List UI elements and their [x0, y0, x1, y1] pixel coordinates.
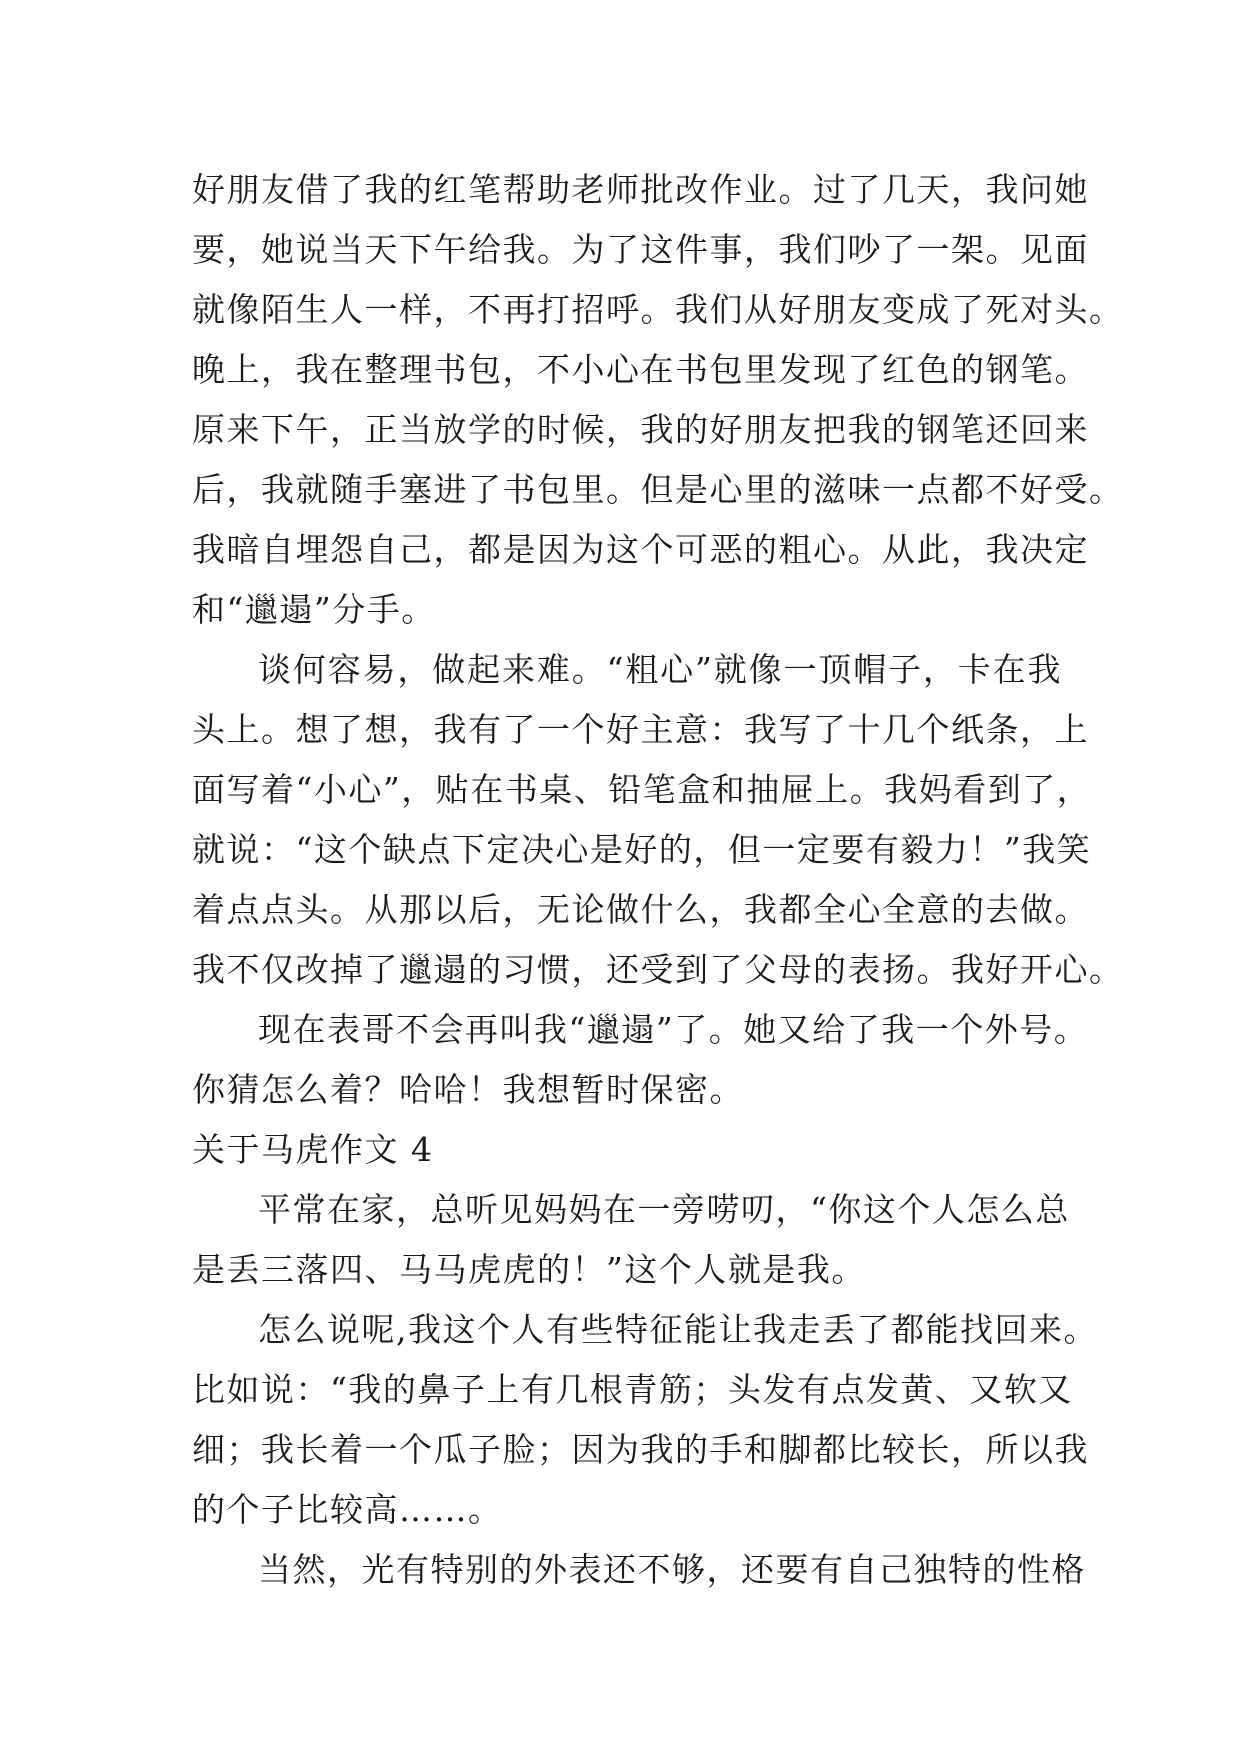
text-line: 比如说：“我的鼻子上有几根青筋；头发有点发黄、又软又 — [192, 1370, 1073, 1409]
section-heading: 关于马虎作文 4 — [192, 1130, 434, 1169]
text-line: 要，她说当天下午给我。为了这件事，我们吵了一架。见面 — [192, 230, 1089, 269]
paragraph-first-line: 当然，光有特别的外表还不够，还要有自己独特的性格 — [258, 1550, 1086, 1589]
text-line: 我不仅改掉了邋遢的习惯，还受到了父母的表扬。我好开心。 — [192, 950, 1124, 989]
text-line: 好朋友借了我的红笔帮助老师批改作业。过了几天，我问她 — [192, 170, 1089, 209]
paragraph-first-line: 现在表哥不会再叫我“邋遢”了。她又给了我一个外号。 — [258, 1010, 1089, 1049]
paragraph-first-line: 怎么说呢,我这个人有些特征能让我走丢了都能找回来。 — [258, 1310, 1098, 1349]
document-page — [192, 160, 1124, 1600]
text-line: 着点点头。从那以后，无论做什么，我都全心全意的去做。 — [192, 890, 1089, 929]
text-line: 头上。想了想，我有了一个好主意：我写了十几个纸条，上 — [192, 710, 1089, 749]
text-line: 面写着“小心”，贴在书桌、铅笔盒和抽屉上。我妈看到了， — [192, 770, 1092, 809]
text-line: 你猜怎么着？哈哈！我想暂时保密。 — [192, 1070, 744, 1109]
text-line: 细；我长着一个瓜子脸；因为我的手和脚都比较长，所以我 — [192, 1430, 1089, 1469]
text-line: 我暗自埋怨自己，都是因为这个可恶的粗心。从此，我决定 — [192, 530, 1089, 569]
text-line: 和“邋遢”分手。 — [192, 590, 436, 629]
text-line: 就说：“这个缺点下定决心是好的，但一定要有毅力！”我笑 — [192, 830, 1092, 869]
paragraph-first-line: 谈何容易，做起来难。“粗心”就像一顶帽子，卡在我 — [258, 650, 1062, 689]
text-line: 就像陌生人一样，不再打招呼。我们从好朋友变成了死对头。 — [192, 290, 1124, 329]
text-line: 晚上，我在整理书包，不小心在书包里发现了红色的钢笔。 — [192, 350, 1089, 389]
text-line: 的个子比较高……。 — [192, 1490, 503, 1529]
text-line: 后，我就随手塞进了书包里。但是心里的滋味一点都不好受。 — [192, 470, 1124, 509]
paragraph-first-line: 平常在家，总听见妈妈在一旁唠叨，“你这个人怎么总 — [258, 1190, 1070, 1229]
text-line: 原来下午，正当放学的时候，我的好朋友把我的钢笔还回来 — [192, 410, 1089, 449]
text-line: 是丢三落四、马马虎虎的！”这个人就是我。 — [192, 1250, 866, 1289]
